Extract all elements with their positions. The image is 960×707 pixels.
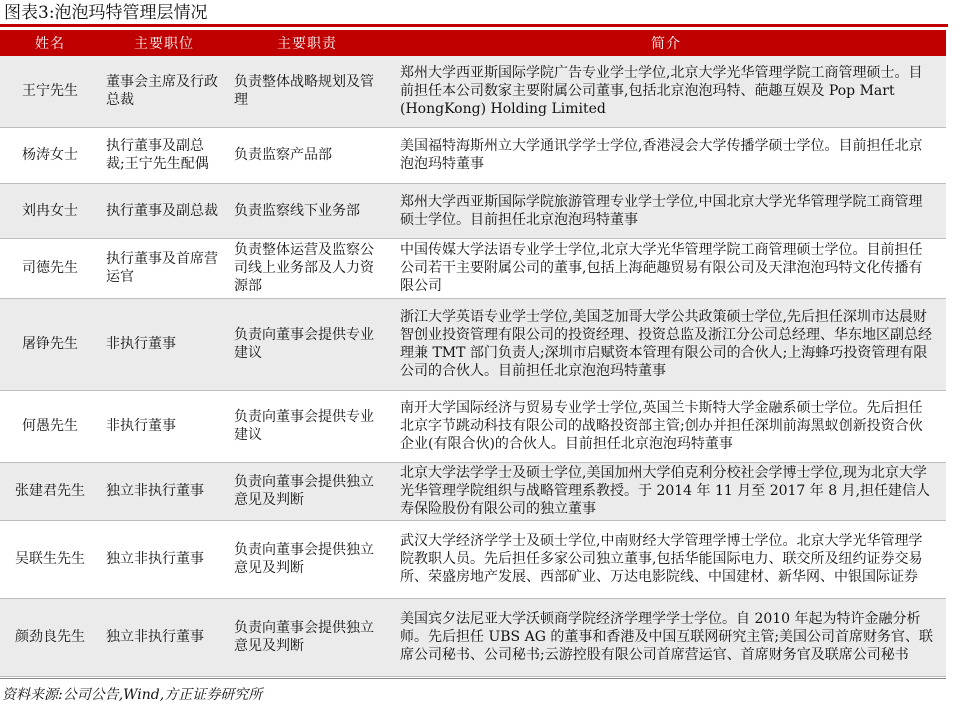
cell-position: 执行董事及副总裁 (100, 183, 228, 238)
cell-name: 司德先生 (0, 238, 100, 298)
bottom-divider (0, 678, 946, 679)
cell-duty: 负责向董事会提供专业建议 (228, 390, 386, 462)
table-row (0, 298, 946, 390)
cell-bio: 南开大学国际经济与贸易专业学士学位,英国兰卡斯特大学金融系硕士学位。先后担任北京字节跳动科技有限公司的战略投资部主管;创办并担任深圳前海黑蚁创新投资合伙企业(有限合伙)的合伙人。目前担任北京泡泡玛特董事 (386, 390, 946, 462)
table-row (0, 183, 946, 238)
cell-bio: 美国福特海斯州立大学通讯学学士学位,香港浸会大学传播学硕士学位。目前担任北京泡泡玛特董事 (386, 127, 946, 183)
cell-duty: 负责整体战略规划及管理 (228, 56, 386, 127)
table-row (0, 238, 946, 298)
cell-duty: 负责向董事会提供独立意见及判断 (228, 598, 386, 676)
cell-duty: 负责监察产品部 (228, 127, 386, 183)
cell-name: 刘冉女士 (0, 183, 100, 238)
cell-bio: 浙江大学英语专业学士学位,美国芝加哥大学公共政策硕士学位,先后担任深圳市达晨财智创业投资管理有限公司的投资经理、投资总监及浙江分公司总经理、华东地区副总经理兼 TMT 部门负责人;深圳市启赋资本管理有限公司的合伙人;上海蜂巧投资管理有限公司的合伙人。目前担任北京泡泡玛特董事 (386, 298, 946, 390)
cell-bio: 武汉大学经济学学士及硕士学位,中南财经大学管理学博士学位。北京大学光华管理学院教职人员。先后担任多家公司独立董事,包括华能国际电力、联交所及纽约证券交易所、荣盛房地产发展、西部矿业、万达电影院线、中国建材、新华网、中银国际证券 (386, 520, 946, 598)
management-table (0, 30, 946, 677)
cell-duty: 负责监察线下业务部 (228, 183, 386, 238)
cell-bio: 美国宾夕法尼亚大学沃顿商学院经济学理学学士学位。自 2010 年起为特许金融分析师。先后担任 UBS AG 的董事和香港及中国互联网研究主管;美国公司首席财务官、联席公司秘书、公司秘书;云游控股有限公司首席营运官、首席财务官及联席公司秘书 (386, 598, 946, 676)
source-note: 资料来源:公司公告,Wind,方正证券研究所 (2, 687, 263, 703)
cell-position: 独立非执行董事 (100, 598, 228, 676)
header-name: 姓名 (0, 30, 100, 56)
cell-name: 颜劲良先生 (0, 598, 100, 676)
table-row (0, 56, 946, 127)
cell-name: 吴联生先生 (0, 520, 100, 598)
cell-bio: 北京大学法学学士及硕士学位,美国加州大学伯克利分校社会学博士学位,现为北京大学光华管理学院组织与战略管理系教授。于 2014 年 11 月至 2017 年 8 月,担任建信人寿保险股份有限公司的独立董事 (386, 462, 946, 520)
cell-position: 非执行董事 (100, 390, 228, 462)
cell-position: 非执行董事 (100, 298, 228, 390)
cell-duty: 负责整体运营及监察公司线上业务部及人力资源部 (228, 238, 386, 298)
table-row (0, 462, 946, 520)
header-bio: 简介 (386, 30, 946, 56)
cell-duty: 负责向董事会提供专业建议 (228, 298, 386, 390)
cell-duty: 负责向董事会提供独立意见及判断 (228, 520, 386, 598)
table-header-row (0, 30, 946, 56)
cell-position: 独立非执行董事 (100, 520, 228, 598)
cell-name: 杨涛女士 (0, 127, 100, 183)
table-row (0, 127, 946, 183)
cell-duty: 负责向董事会提供独立意见及判断 (228, 462, 386, 520)
table-row (0, 598, 946, 676)
header-position: 主要职位 (100, 30, 228, 56)
cell-position: 董事会主席及行政总裁 (100, 56, 228, 127)
cell-bio: 郑州大学西亚斯国际学院广告专业学士学位,北京大学光华管理学院工商管理硕士。目前担任本公司数家主要附属公司董事,包括北京泡泡玛特、葩趣互娱及 Pop Mart (HongKong) Holding Limited (386, 56, 946, 127)
cell-bio: 郑州大学西亚斯国际学院旅游管理专业学士学位,中国北京大学光华管理学院工商管理硕士学位。目前担任北京泡泡玛特董事 (386, 183, 946, 238)
cell-name: 王宁先生 (0, 56, 100, 127)
cell-name: 屠铮先生 (0, 298, 100, 390)
table-row (0, 390, 946, 462)
cell-name: 张建君先生 (0, 462, 100, 520)
cell-name: 何愚先生 (0, 390, 100, 462)
cell-position: 执行董事及副总裁;王宁先生配偶 (100, 127, 228, 183)
figure-title: 图表3:泡泡玛特管理层情况 (0, 0, 948, 27)
cell-position: 执行董事及首席营运官 (100, 238, 228, 298)
table-row (0, 520, 946, 598)
cell-position: 独立非执行董事 (100, 462, 228, 520)
cell-bio: 中国传媒大学法语专业学士学位,北京大学光华管理学院工商管理硕士学位。目前担任公司若干主要附属公司的董事,包括上海葩趣贸易有限公司及天津泡泡玛特文化传播有限公司 (386, 238, 946, 298)
header-duty: 主要职责 (228, 30, 386, 56)
